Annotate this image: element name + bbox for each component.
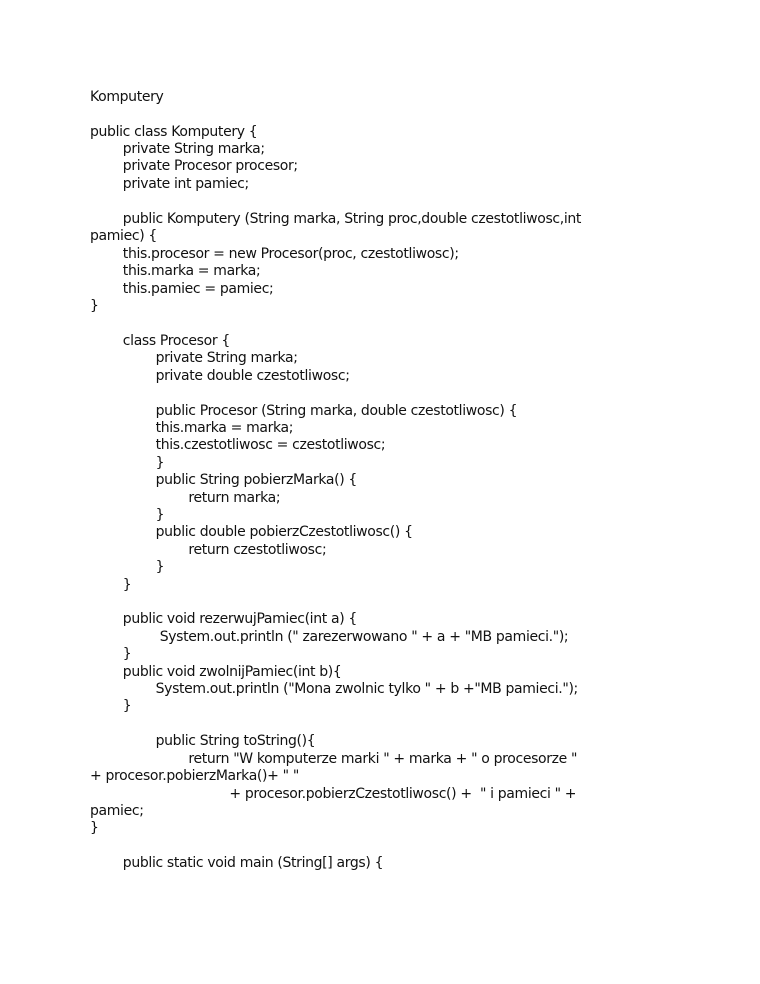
code-line: } bbox=[90, 298, 99, 314]
code-line: private Procesor procesor; bbox=[90, 158, 298, 174]
code-line: } bbox=[90, 577, 132, 593]
code-line: return marka; bbox=[90, 490, 281, 506]
code-line: private String marka; bbox=[90, 141, 265, 157]
code-line: } bbox=[90, 559, 165, 575]
code-line: pamiec; bbox=[90, 803, 144, 819]
code-line: private double czestotliwosc; bbox=[90, 368, 350, 384]
code-line: } bbox=[90, 820, 99, 836]
code-line: public String toString(){ bbox=[90, 733, 316, 749]
code-line: System.out.println (" zarezerwowano " + a + "MB pamieci."); bbox=[90, 629, 569, 645]
code-line: public class Komputery { bbox=[90, 124, 258, 140]
code-line: public Komputery (String marka, String proc,double czestotliwosc,int bbox=[90, 211, 582, 227]
code-line: public Procesor (String marka, double czestotliwosc) { bbox=[90, 403, 518, 419]
code-line: return czestotliwosc; bbox=[90, 542, 327, 558]
code-line: } bbox=[90, 455, 165, 471]
document-title: Komputery bbox=[90, 89, 164, 105]
code-line: public static void main (String[] args) { bbox=[90, 855, 384, 871]
code-line: this.marka = marka; bbox=[90, 420, 294, 436]
code-line: private String marka; bbox=[90, 350, 298, 366]
code-line: } bbox=[90, 646, 132, 662]
code-line: } bbox=[90, 698, 132, 714]
code-line: public void zwolnijPamiec(int b){ bbox=[90, 664, 342, 680]
code-line: + procesor.pobierzMarka()+ " " bbox=[90, 768, 299, 784]
code-line: return "W komputerze marki " + marka + " o procesorze " bbox=[90, 751, 578, 767]
code-line: public double pobierzCzestotliwosc() { bbox=[90, 524, 413, 540]
code-line: this.procesor = new Procesor(proc, czestotliwosc); bbox=[90, 246, 459, 262]
code-line: public void rezerwujPamiec(int a) { bbox=[90, 611, 357, 627]
code-line: class Procesor { bbox=[90, 333, 230, 349]
code-line: this.marka = marka; bbox=[90, 263, 261, 279]
code-line: public String pobierzMarka() { bbox=[90, 472, 357, 488]
code-line: pamiec) { bbox=[90, 228, 157, 244]
code-line: this.pamiec = pamiec; bbox=[90, 281, 274, 297]
code-line: System.out.println ("Mona zwolnic tylko " + b +"MB pamieci."); bbox=[90, 681, 578, 697]
code-line: } bbox=[90, 507, 165, 523]
code-line: + procesor.pobierzCzestotliwosc() + " i pamieci " + bbox=[90, 786, 577, 802]
code-line: this.czestotliwosc = czestotliwosc; bbox=[90, 437, 386, 453]
code-line: private int pamiec; bbox=[90, 176, 249, 192]
